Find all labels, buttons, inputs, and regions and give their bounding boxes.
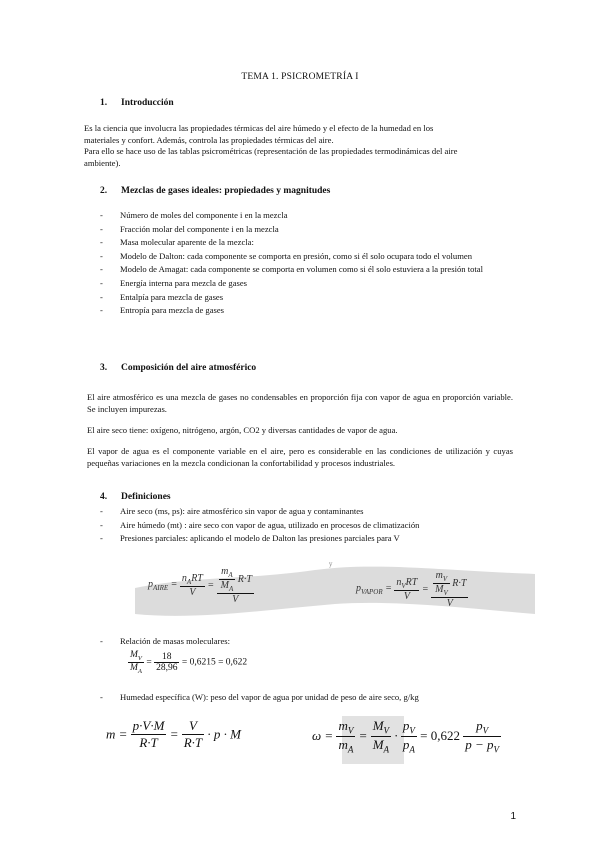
list-item: - Aire seco (ms, ps): aire atmosférico sin vapor de agua y contaminantes <box>100 506 520 517</box>
specific-humidity-formula: ω = $\frac{m_V}{m_A}$ = $\frac{M_V}{M_A}$ · $\frac{p_V}{p_A}$ = 0,622 $\frac{p_V}{p - p_V}$ <box>312 718 500 755</box>
page-title: TEMA 1. PSICROMETRÍA I <box>241 72 359 82</box>
svg-text:y: y <box>329 561 333 568</box>
list-item: - Modelo de Dalton: cada componente se comporta en presión, como si él solo ocupara todo el volumen <box>100 251 520 262</box>
section-3-para-3: El vapor de agua es el componente variable en el aire, pero es considerable en las condiciones de utilización y cuyas pequeñas variaciones en la mezcla condicionan la confortabilidad y procesos industriales. <box>87 446 513 468</box>
section-2-heading: 2. Mezclas de gases ideales: propiedades y magnitudes <box>100 186 331 196</box>
list-item: - Humedad específica (W): peso del vapor de agua por unidad de peso de aire seco, g/kg <box>100 692 530 703</box>
ratio-list <box>100 636 520 650</box>
vapor-pressure-formula: $p_{VAPOR}$ = $\frac{n_VRT}{V}$ = $\frac{m_V}{M_V}$ R·T V <box>356 570 467 609</box>
molecular-mass-ratio-formula: $\frac{M_V}{M_A}$ = $\frac{18}{28,96}$ = 0,6215 = 0,622 <box>130 650 248 675</box>
mass-formula: m = $\frac{p\cdot V\cdot M}{R\cdot T}$ = $\frac{V}{R\cdot T}$ · p · M <box>106 718 241 750</box>
list-item: - Entalpía para mezcla de gases <box>100 292 520 303</box>
list-item: - Presiones parciales: aplicando el modelo de Dalton las presiones parciales para V <box>100 533 520 544</box>
page-number: 1 <box>510 811 516 822</box>
section-3-para-2: El aire seco tiene: oxígeno, nitrógeno, argón, CO2 y diversas cantidades de vapor de agua. <box>87 425 398 435</box>
section-1-heading: 1. Introducción <box>100 98 174 108</box>
list-item: - Entropía para mezcla de gases <box>100 305 520 316</box>
list-item: - Aire húmedo (mt) : aire seco con vapor de agua, utilizado en procesos de climatización <box>100 520 520 531</box>
section-2-list <box>100 210 520 319</box>
list-item: - Fracción molar del componente i en la mezcla <box>100 224 520 235</box>
section-4-heading: 4. Definiciones <box>100 492 171 502</box>
section-1-body: Es la ciencia que involucra las propiedades térmicas del aire húmedo y el efecto de la humedad en los materiales y confort. Además, controla las propiedades térmicas del aire. Para ello se hace uso de las tablas psicrométricas (representación de las propiedades termodinámicas del aire ambiente). <box>84 123 458 168</box>
dry-air-pressure-formula: $p_{AIRE}$ = $\frac{n_ART}{V}$ = $\frac{m_A}{M_A}$ R·T V <box>148 566 252 605</box>
list-item: - Número de moles del componente i en la mezcla <box>100 210 520 221</box>
humidity-list <box>100 692 530 706</box>
list-item: - Modelo de Amagat: cada componente se comporta en volumen como si él solo estuviera a la presión total <box>100 264 520 275</box>
section-3-heading: 3. Composición del aire atmosférico <box>100 363 257 373</box>
list-item: - Relación de masas moleculares: <box>100 636 520 647</box>
list-item: - Energía interna para mezcla de gases <box>100 278 520 289</box>
section-3-para-1: El aire atmosférico es una mezcla de gases no condensables en proporción fija con vapor de agua en proporción variable. Se incluyen impurezas. <box>87 392 513 414</box>
section-4-list <box>100 506 520 547</box>
list-item: - Masa molecular aparente de la mezcla: <box>100 237 520 248</box>
